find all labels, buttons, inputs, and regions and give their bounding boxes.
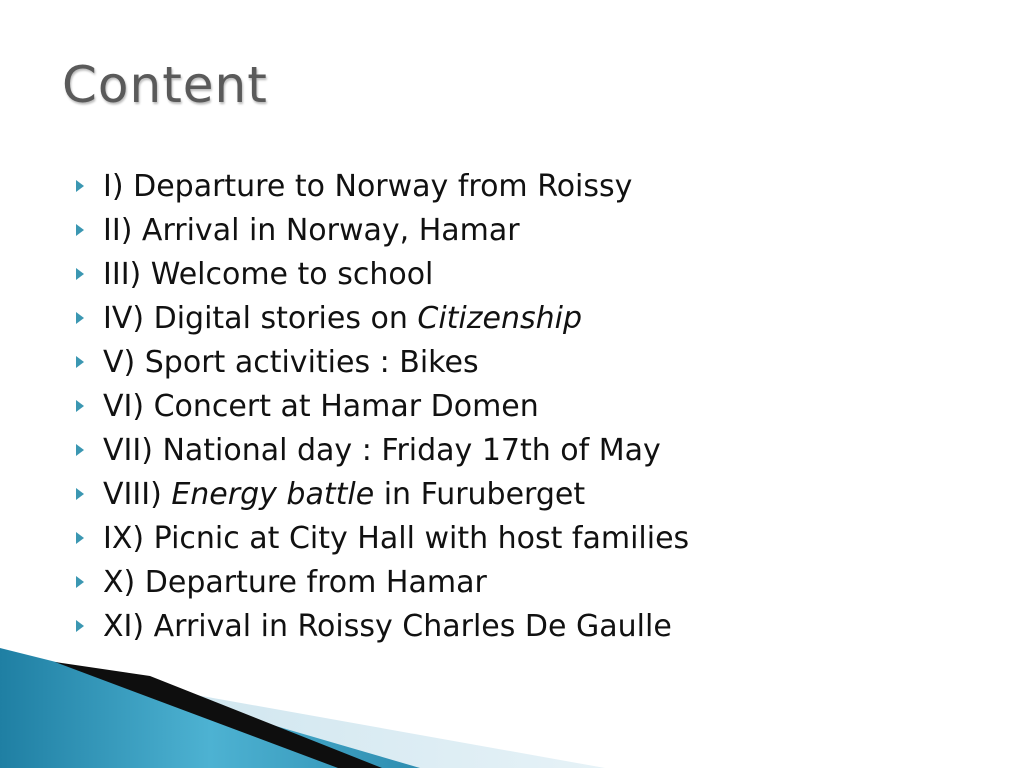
list-item-text: II) Arrival in Norway, Hamar	[103, 212, 520, 248]
list-item-text: III) Welcome to school	[103, 256, 434, 292]
list-item-text: VII) National day : Friday 17th of May	[103, 432, 661, 468]
list-item-text: VI) Concert at Hamar Domen	[103, 388, 539, 424]
slide-title: Content	[62, 56, 268, 114]
list-item-text: IV) Digital stories on Citizenship	[103, 300, 583, 336]
list-item-text: IX) Picnic at City Hall with host families	[103, 520, 690, 556]
list-item-text: V) Sport activities : Bikes	[103, 344, 479, 380]
list-item-text: X) Departure from Hamar	[103, 564, 487, 600]
list-item-text: VIII) Energy battle in Furuberget	[103, 476, 586, 512]
list-item-text: XI) Arrival in Roissy Charles De Gaulle	[103, 608, 672, 644]
list-item-text: I) Departure to Norway from Roissy	[103, 168, 633, 204]
